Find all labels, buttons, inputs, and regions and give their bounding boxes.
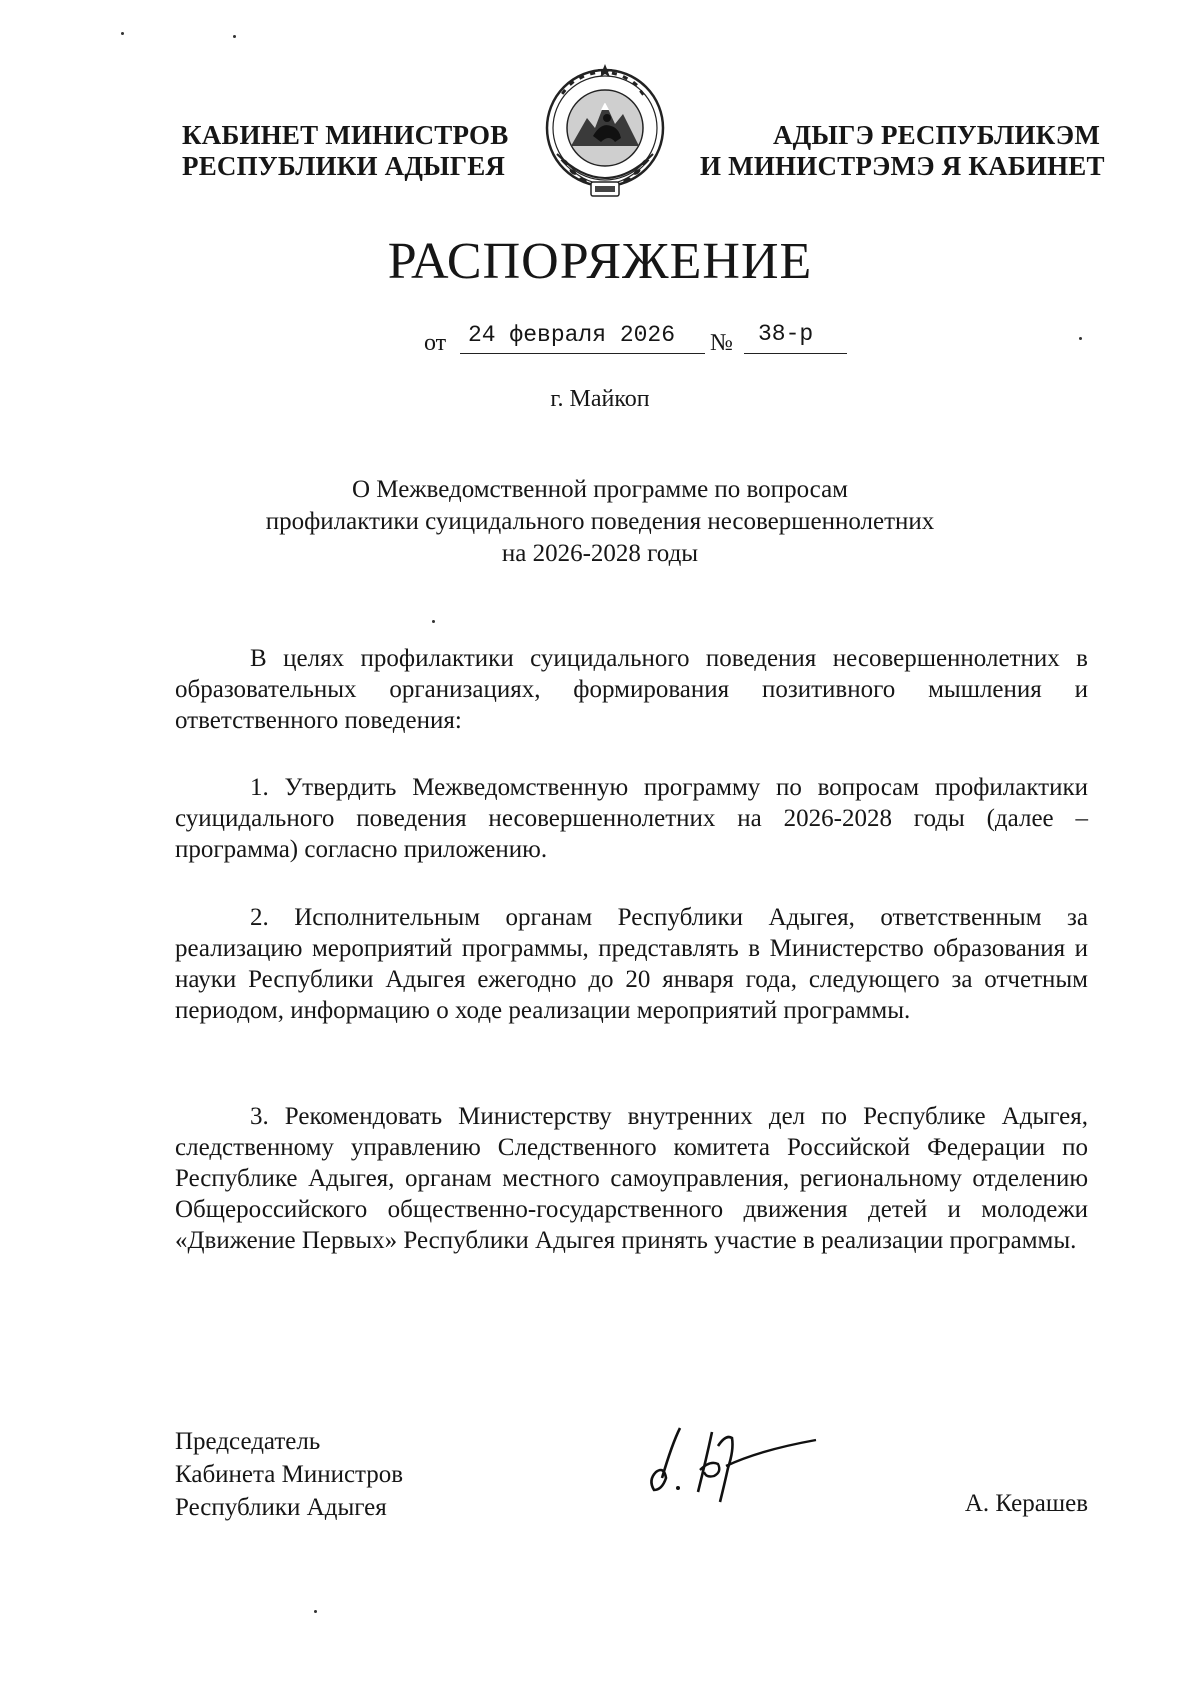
- clause-3-text: 3. Рекомендовать Министерству внутренних дел по Республике Адыгея, следственному управлению Следственного комитета Российской Федерации по Республике Адыгея, органам местного самоуправления, региональному отделению Общероссийского общественно-государственного движения детей и молодежи «Движение Первых» Республики Адыгея принять участие в реализации программы.: [175, 1103, 1088, 1254]
- subject-line-3: на 2026-2028 годы: [501, 540, 699, 567]
- issue-city: г. Майкоп: [550, 386, 650, 412]
- scan-speck: [121, 32, 124, 35]
- number-sign: №: [710, 330, 733, 356]
- signatory-position-line-2: Кабинета Министров: [175, 1461, 404, 1488]
- clause-1-text: 1. Утвердить Межведомственную программу по вопросам профилактики суицидального поведения несовершеннолетних на 2026-2028 годы (далее – программа) согласно приложению.: [175, 774, 1088, 863]
- issuer-name-adyghe: [700, 120, 1105, 182]
- preamble-text: В целях профилактики суицидального поведения несовершеннолетних в образовательных организациях, формирования позитивного мышления и ответственного поведения:: [175, 645, 1088, 734]
- scan-speck: [432, 620, 435, 623]
- handwritten-signature: [640, 1420, 830, 1510]
- subject-line-2: профилактики суицидального поведения несовершеннолетних: [265, 508, 935, 535]
- clause-1: [175, 772, 1088, 865]
- clause-2-text: 2. Исполнительным органам Республики Адыгея, ответственным за реализацию мероприятий программы, представлять в Министерство образования и науки Республики Адыгея ежегодно до 20 января года, следующего за отчетным периодом, информацию о ходе реализации мероприятий программы.: [175, 904, 1088, 1024]
- date-number-line: [424, 318, 844, 358]
- subject-line-1: О Межведомственной программе по вопросам: [351, 476, 849, 503]
- issuer-name-russian: [182, 120, 522, 182]
- document-date: 24 февраля 2026: [460, 318, 705, 354]
- issuer-adyghe-line-1: АДЫГЭ РЕСПУБЛИКЭМ: [772, 120, 1100, 150]
- document-number: 38-р: [744, 318, 847, 354]
- document-title: РАСПОРЯЖЕНИЕ: [387, 233, 813, 290]
- clause-3: [175, 1101, 1088, 1256]
- preamble-paragraph: [175, 643, 1088, 736]
- issuer-line-1: КАБИНЕТ МИНИСТРОВ: [182, 120, 509, 150]
- scan-speck: [314, 1610, 317, 1613]
- signatory-position: [175, 1425, 403, 1524]
- scan-speck: [233, 35, 236, 38]
- issuer-line-2: РЕСПУБЛИКИ АДЫГЕЯ: [182, 151, 506, 181]
- issuer-adyghe-line-2: И МИНИСТРЭМЭ Я КАБИНЕТ: [700, 151, 1105, 181]
- signatory-name: А. Керашев: [964, 1490, 1088, 1517]
- coat-of-arms-emblem: [535, 62, 675, 212]
- signatory-position-line-1: Председатель: [175, 1428, 321, 1455]
- document-subject: [0, 474, 1200, 570]
- scan-speck: [1079, 337, 1082, 340]
- signatory-position-line-3: Республики Адыгея: [175, 1494, 387, 1521]
- clause-2: [175, 902, 1088, 1026]
- date-prefix: от: [424, 330, 447, 356]
